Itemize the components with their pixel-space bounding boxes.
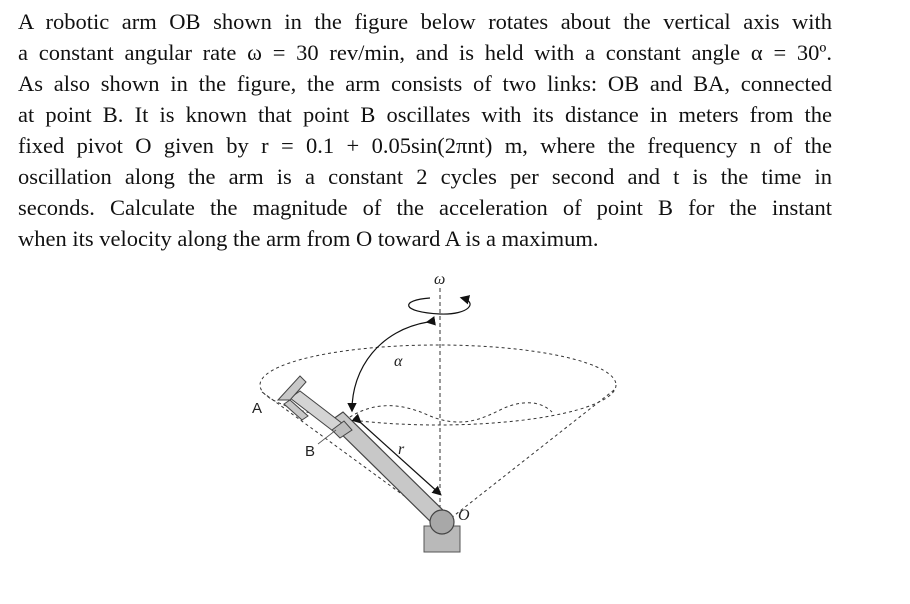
problem-line-7: seconds. Calculate the magnitude of the acceleration of point B for the instant [18,195,832,220]
alpha-angle-arc [352,322,428,410]
label-b: B [305,443,316,460]
cone-right-line [446,390,614,522]
problem-line-2: a constant angular rate ω = 30 rev/min, and is held with a constant angle α = 30º. [18,40,832,65]
problem-line-3: As also shown in the figure, the arm consists of two links: OB and BA, connected [18,71,832,96]
problem-line-5: fixed pivot O given by r = 0.1 + 0.05sin(2πnt) m, where the frequency n of the [18,133,832,158]
problem-line-6: oscillation along the arm is a constant 2 cycles per second and t is the time in [18,164,832,189]
omega-rotation-arrow [409,298,470,314]
omega-label: ω [434,271,446,288]
problem-line-1: A robotic arm OB shown in the figure below rotates about the vertical axis with [18,9,832,34]
label-o: O [458,507,470,524]
r-label: r [398,441,405,458]
problem-line-4: at point B. It is known that point B oscillates with its distance in meters from the [18,102,832,127]
label-a: A [252,400,263,417]
b-leader-line [318,430,336,444]
problem-line-8: when its velocity along the arm from O toward A is a maximum. [18,226,599,251]
alpha-label: α [394,353,403,370]
oscillation-path [340,403,552,424]
